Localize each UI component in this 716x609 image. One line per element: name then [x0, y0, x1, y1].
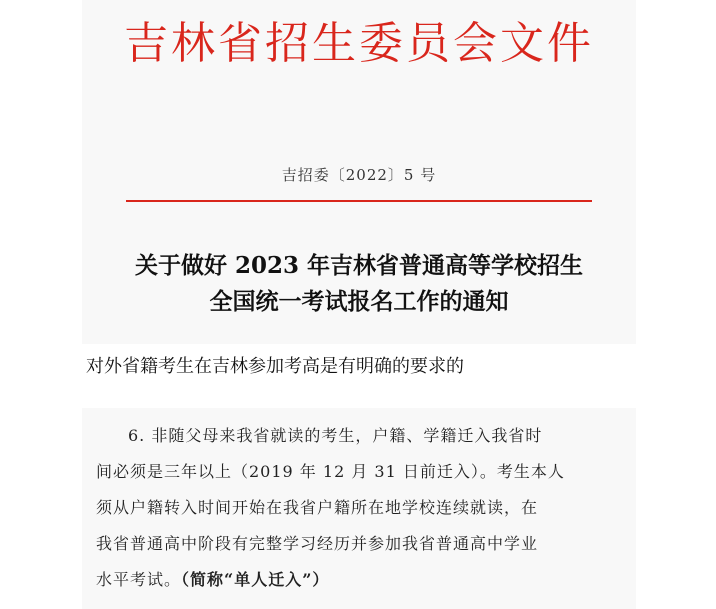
excerpt-line-2: 间必须是三年以上（2019 年 12 月 31 日前迁入）。考生本人	[96, 462, 565, 481]
document-header-title: 吉林省招生委员会文件	[124, 18, 594, 69]
document-header-image	[82, 0, 636, 344]
excerpt-line-3: 须从户籍转入时间开始在我省户籍所在地学校连续就读，在	[96, 498, 539, 517]
caption-text: 对外省籍考生在吉林参加考高是有明确的要求的	[86, 356, 464, 377]
document-excerpt-image	[82, 408, 636, 609]
excerpt-line-4: 我省普通高中阶段有完整学习经历并参加我省普通高中学业	[96, 534, 539, 553]
excerpt-short-name: （简称“单人迁入”）	[181, 570, 330, 589]
excerpt-line-5-text: 水平考试。	[96, 570, 182, 589]
document-title-line-2: 全国统一考试报名工作的通知	[209, 288, 509, 315]
document-title	[82, 248, 636, 320]
document-title-line-1: 关于做好 2023 年吉林省普通高等学校招生	[134, 252, 584, 279]
excerpt-line-1: 6. 非随父母来我省就读的考生，户籍、学籍迁入我省时	[128, 426, 543, 445]
excerpt-line-5	[96, 562, 622, 598]
excerpt-paragraph	[96, 418, 622, 598]
red-divider-line	[126, 200, 592, 202]
document-number: 吉招委〔2022〕5 号	[281, 166, 437, 184]
